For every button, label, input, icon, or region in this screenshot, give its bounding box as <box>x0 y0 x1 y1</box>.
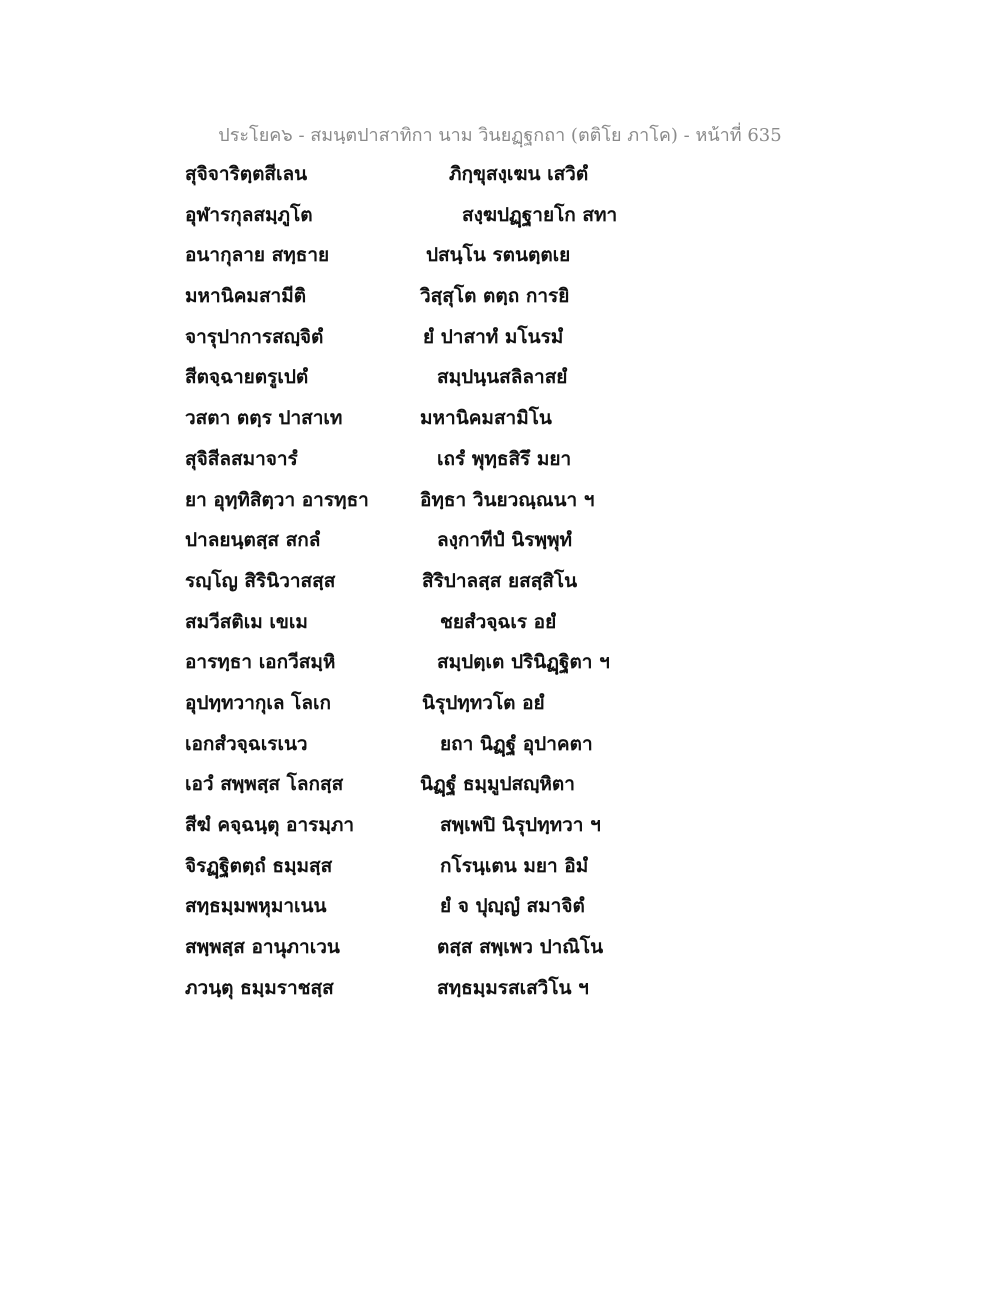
verse-left: อนากุลาย สทฺธาย <box>185 244 330 267</box>
verse-row <box>185 768 825 809</box>
verse-left: อุปทฺทวากุเล โลเก <box>185 691 331 714</box>
verse-row <box>185 321 825 362</box>
verse-row <box>185 606 825 647</box>
verse-right: สพฺเพปิ นิรุปทฺทวา ฯ <box>440 814 601 836</box>
verse-right: สิริปาลสฺส ยสสฺสิโน <box>422 569 578 592</box>
verse-right: นิฏฺฐํ ธมฺมูปสญฺหิตา <box>420 773 575 796</box>
verse-right: สมฺปนฺนสลิลาสยํ <box>437 366 568 389</box>
verse-left: สุจิสีลสมาจารํ <box>185 447 298 470</box>
verse-row <box>185 850 825 891</box>
verse-row <box>185 239 825 280</box>
verse-right: กโรนฺเตน มยา อิมํ <box>440 854 589 877</box>
verse-right: สมฺปตฺเต ปรินิฏฺฐิตา ฯ <box>437 651 610 674</box>
verse-left: รญฺโญ สิรินิวาสสฺส <box>185 569 336 592</box>
verse-right: ตสฺส สพฺเพว ปาณิโน <box>437 936 604 959</box>
verse-right: ยํ จ ปุญฺญํ สมาจิตํ <box>440 895 585 918</box>
verse-row <box>185 402 825 443</box>
verse-right: อิทฺธา วินยวณฺณนา ฯ <box>420 488 595 511</box>
verse-row <box>185 972 825 1013</box>
verse-row <box>185 524 825 565</box>
verse-row <box>185 158 825 199</box>
verse-right: นิรุปทฺทวโต อยํ <box>422 691 545 714</box>
verse-left: จิรฏฺฐิตตฺถํ ธมฺมสฺส <box>185 854 333 877</box>
verse-right: ภิกฺขุสงฺเฆน เสวิตํ <box>449 163 589 185</box>
verse-left: วสตา ตตฺร ปาสาเท <box>185 407 343 430</box>
verse-right: เถรํ พุทฺธสิรึ มยา <box>437 447 572 470</box>
page-header: ประโยค๖ - สมนฺตปาสาทิกา นาม วินยฏฺฐกถา (ตติโย ภาโค) - หน้าที่ 635 <box>218 125 782 146</box>
verse-left: สีตจฺฉายตรูเปตํ <box>185 366 309 389</box>
verse-right: ชยสํวจฺฉเร อยํ <box>440 610 557 633</box>
verse-left: ยา อุทฺทิสิตฺวา อารทฺธา <box>185 488 369 511</box>
verse-right: สทฺธมฺมรสเสวิโน ฯ <box>437 976 589 999</box>
verse-left: สุจิจาริตฺตสีเลน <box>185 163 308 185</box>
verse-row <box>185 443 825 484</box>
verse-right: ลงฺกาทีปํ นิรพฺพุทํ <box>437 529 573 552</box>
verse-row <box>185 484 825 525</box>
verse-left: สีฆํ คจฺฉนฺตุ อารมฺภา <box>185 814 355 836</box>
verse-right: วิสฺสุโต ตตฺถ การยิ <box>420 285 570 308</box>
verse-row <box>185 361 825 402</box>
verse-right: ยถา นิฏฺฐํ อุปาคตา <box>440 732 593 755</box>
verse-row <box>185 931 825 972</box>
verse-row <box>185 646 825 687</box>
verse-row <box>185 199 825 240</box>
verse-left: อารทฺธา เอกวีสมฺหิ <box>185 651 336 674</box>
verse-right: ปสนฺโน รตนตฺตเย <box>426 244 571 267</box>
verse-row <box>185 280 825 321</box>
verse-left: เอวํ สพฺพสฺส โลกสฺส <box>185 773 344 796</box>
verse-row <box>185 809 825 850</box>
verse-left: เอกสํวจฺฉเรเนว <box>185 732 308 755</box>
verse-right: สงฺฆปฏฺฐายโก สทา <box>462 203 618 226</box>
verse-left: สมวีสติเม เขเม <box>185 610 308 633</box>
verse-right: มหานิคมสามิโน <box>420 407 552 430</box>
verse-left: อุฬารกุลสมฺภูโต <box>185 203 313 226</box>
verse-left: สพฺพสฺส อานุภาเวน <box>185 936 340 959</box>
verse-left: ปาลยนฺตสฺส สกลํ <box>185 529 321 552</box>
verse-row <box>185 687 825 728</box>
verse-row <box>185 728 825 769</box>
verse-left: มหานิคมสามีติ <box>185 285 307 308</box>
verse-left: สทฺธมฺมพหุมาเนน <box>185 895 327 918</box>
verse-left: จารุปาการสญฺจิตํ <box>185 325 324 348</box>
verse-row <box>185 890 825 931</box>
verse-block <box>185 158 825 1012</box>
verse-row <box>185 565 825 606</box>
verse-left: ภวนฺตุ ธมฺมราชสฺส <box>185 976 334 999</box>
verse-right: ยํ ปาสาทํ มโนรมํ <box>423 325 564 348</box>
